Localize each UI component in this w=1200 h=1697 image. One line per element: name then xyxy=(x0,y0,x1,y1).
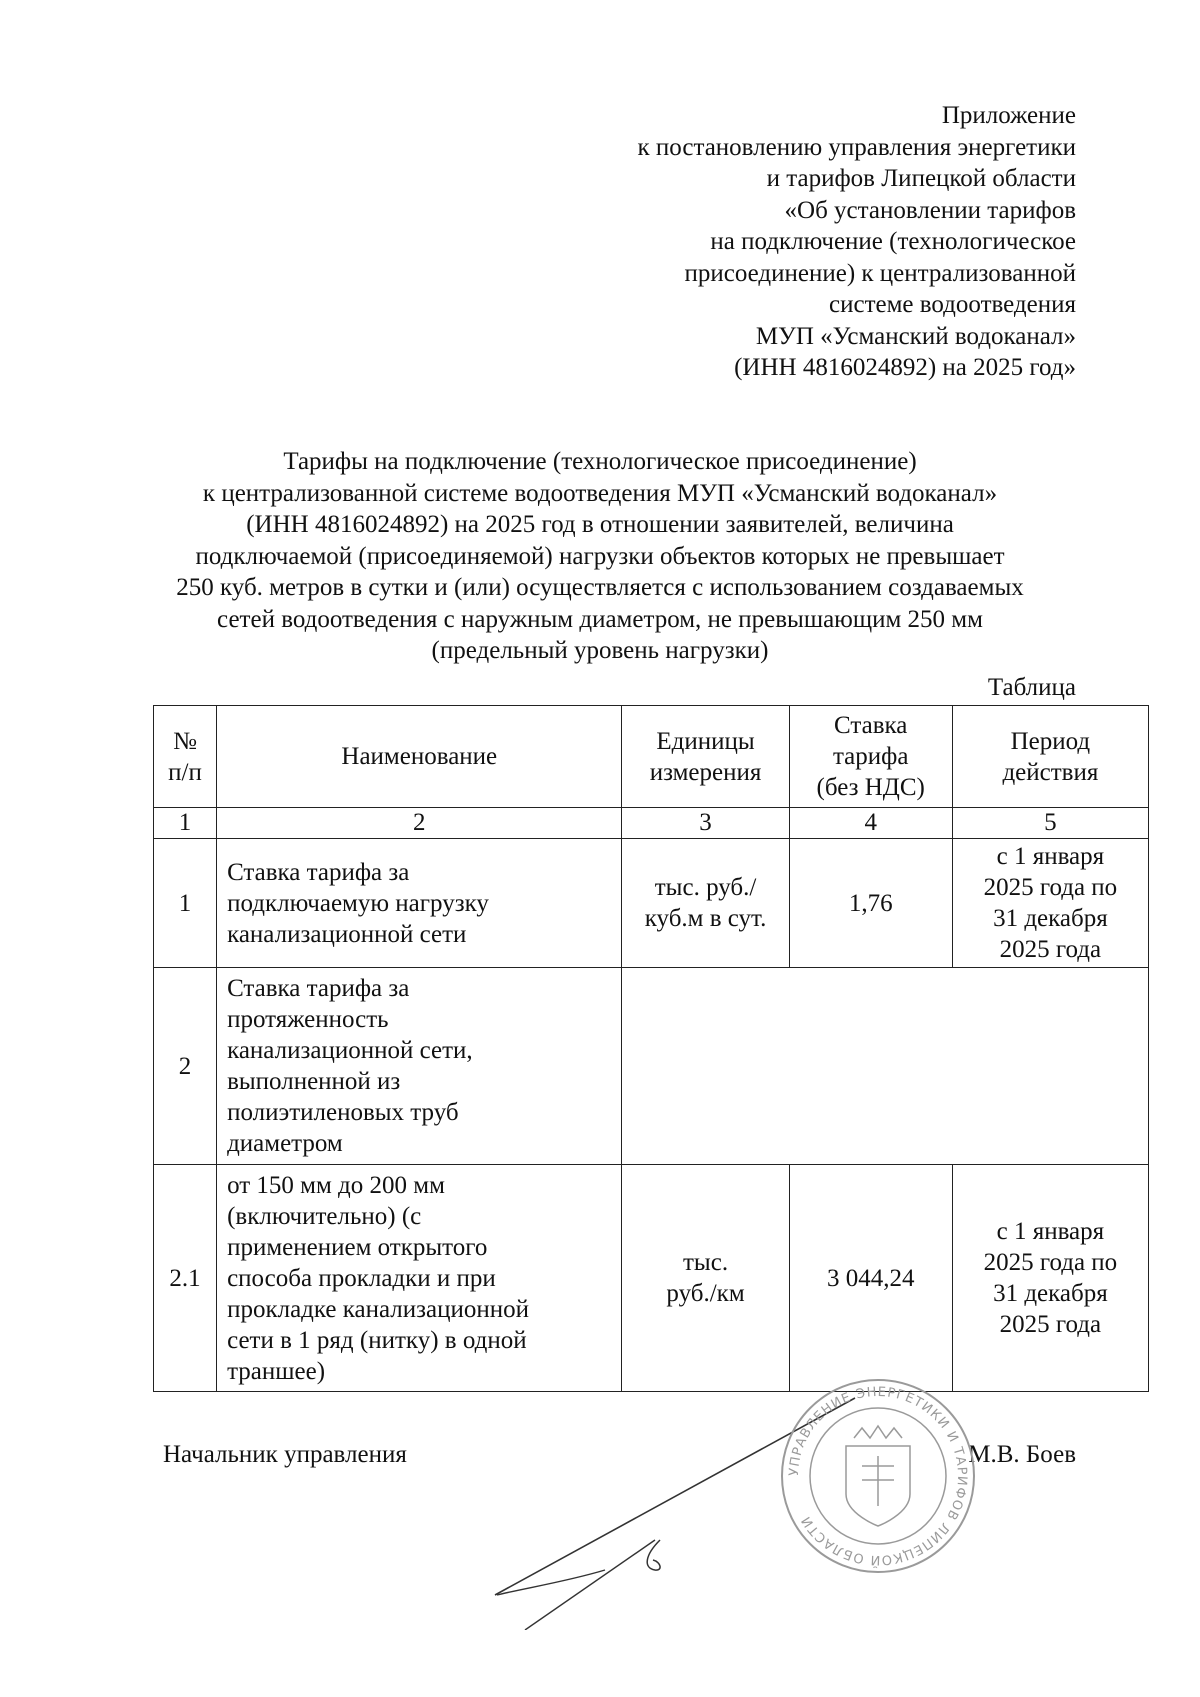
row-name-line: Ставка тарифа за xyxy=(227,975,410,1002)
row-name-line: канализационной сети, xyxy=(227,1037,473,1064)
appendix-line: (ИНН 4816024892) на 2025 год» xyxy=(734,354,1076,381)
header-rate-line: (без НДС) xyxy=(816,774,925,801)
appendix-line: МУП «Усманский водоканал» xyxy=(755,322,1076,350)
row-name-line: канализационной сети xyxy=(227,920,467,948)
header-name: Наименование xyxy=(217,706,622,808)
signature-title: Начальник управления xyxy=(163,1441,407,1468)
row-unit-line: руб./км xyxy=(666,1280,745,1307)
row-unit xyxy=(622,839,789,968)
row-name-line: от 150 мм до 200 мм xyxy=(227,1171,445,1199)
row-name-line: подключаемую нагрузку xyxy=(227,889,489,917)
column-number-row xyxy=(154,808,1149,839)
table-row xyxy=(154,968,1149,1165)
seal-text-path: УПРАВЛЕНИЕ ЭНЕРГЕТИКИ И ТАРИФОВ ЛИПЕЦКОЙ ОБЛАСТИ xyxy=(786,1384,970,1568)
appendix-line: на подключение (технологическое xyxy=(710,228,1076,255)
row-period-line: 2025 года xyxy=(999,936,1102,963)
row-unit xyxy=(622,1165,789,1392)
header-rate-line: тарифа xyxy=(832,743,909,770)
column-number: 3 xyxy=(622,808,789,839)
row-num: 1 xyxy=(154,839,217,968)
table-row xyxy=(154,1165,1149,1392)
row-name-line: (включительно) (с xyxy=(227,1202,422,1230)
row-name-line: выполненной из xyxy=(227,1068,401,1095)
table-caption: Таблица xyxy=(987,674,1076,701)
row-period xyxy=(952,839,1148,968)
row-name-line: полиэтиленовых труб xyxy=(227,1099,459,1126)
appendix-line: системе водоотведения xyxy=(829,291,1076,318)
column-number: 2 xyxy=(217,808,622,839)
row-name xyxy=(217,1165,622,1392)
row-unit-line: тыс. руб./ xyxy=(654,874,757,901)
header-num xyxy=(154,706,217,808)
row-period-line: с 1 января xyxy=(996,1218,1105,1245)
appendix-line: Приложение xyxy=(941,102,1076,129)
title-line: к централизованной системе водоотведения МУП «Усманский водоканал» xyxy=(202,479,998,507)
row-name-line: диаметром xyxy=(227,1130,343,1157)
row-rate: 3 044,24 xyxy=(789,1165,952,1392)
table-header-row xyxy=(154,706,1149,808)
row-name xyxy=(217,968,622,1165)
signature-name: М.В. Боев xyxy=(968,1441,1076,1468)
table-row xyxy=(154,839,1149,968)
appendix-line: «Об установлении тарифов xyxy=(784,196,1076,224)
row-rate: 1,76 xyxy=(789,839,952,968)
title-line: подключаемой (присоединяемой) нагрузки объектов которых не превышает xyxy=(195,542,1005,570)
appendix-header xyxy=(637,100,1076,384)
header-rate-line: Ставка xyxy=(834,712,908,739)
row-name-line: Ставка тарифа за xyxy=(227,858,410,886)
title-line: (предельный уровень нагрузки) xyxy=(431,637,769,664)
row-period-line: с 1 января xyxy=(996,843,1105,870)
row-unit-line: куб.м в сут. xyxy=(644,905,767,932)
row-period-line: 31 декабря xyxy=(993,905,1108,932)
title-line: Тарифы на подключение (технологическое присоединение) xyxy=(283,448,917,475)
row-period-line: 31 декабря xyxy=(993,1280,1108,1307)
row-period-line: 2025 года по xyxy=(983,874,1118,901)
title-line: 250 куб. метров в сутки и (или) осуществляется с использованием создаваемых xyxy=(176,574,1024,601)
row-num: 2.1 xyxy=(154,1165,217,1392)
row-period-line: 2025 года по xyxy=(983,1249,1118,1276)
header-unit-line: Единицы xyxy=(656,727,755,755)
header-rate xyxy=(789,706,952,808)
header-unit-line: измерения xyxy=(649,758,762,786)
row-period xyxy=(952,1165,1148,1392)
official-seal xyxy=(778,1376,978,1576)
appendix-line: к постановлению управления энергетики xyxy=(637,133,1076,161)
row-empty-span xyxy=(622,968,1149,1165)
column-number: 5 xyxy=(952,808,1148,839)
row-name-line: способа прокладки и при xyxy=(227,1264,496,1292)
column-number: 1 xyxy=(154,808,217,839)
row-name-line: протяженность xyxy=(227,1006,389,1033)
row-period-line: 2025 года xyxy=(999,1311,1102,1338)
tariff-table xyxy=(153,705,1149,1392)
header-unit xyxy=(622,706,789,808)
row-unit-line: тыс. xyxy=(683,1249,729,1276)
header-period-line: Период xyxy=(1010,727,1091,755)
document-title xyxy=(140,446,1060,667)
row-name-line: применением открытого xyxy=(227,1233,488,1261)
row-name-line: прокладке канализационной xyxy=(227,1295,530,1323)
appendix-line: и тарифов Липецкой области xyxy=(766,165,1076,192)
seal-emblem xyxy=(846,1426,910,1526)
row-name-line: сети в 1 ряд (нитку) в одной xyxy=(227,1326,527,1354)
header-num-line: № xyxy=(173,727,197,755)
header-period xyxy=(952,706,1148,808)
title-line: сетей водоотведения с наружным диаметром, не превышающим 250 мм xyxy=(217,605,983,633)
row-name xyxy=(217,839,622,968)
row-num: 2 xyxy=(154,968,217,1165)
header-period-line: действия xyxy=(1002,758,1099,786)
header-num-line: п/п xyxy=(168,758,202,786)
title-line: (ИНН 4816024892) на 2025 год в отношении заявителей, величина xyxy=(246,511,954,538)
column-number: 4 xyxy=(789,808,952,839)
row-name-line: траншее) xyxy=(227,1357,326,1385)
appendix-line: присоединение) к централизованной xyxy=(684,259,1076,287)
